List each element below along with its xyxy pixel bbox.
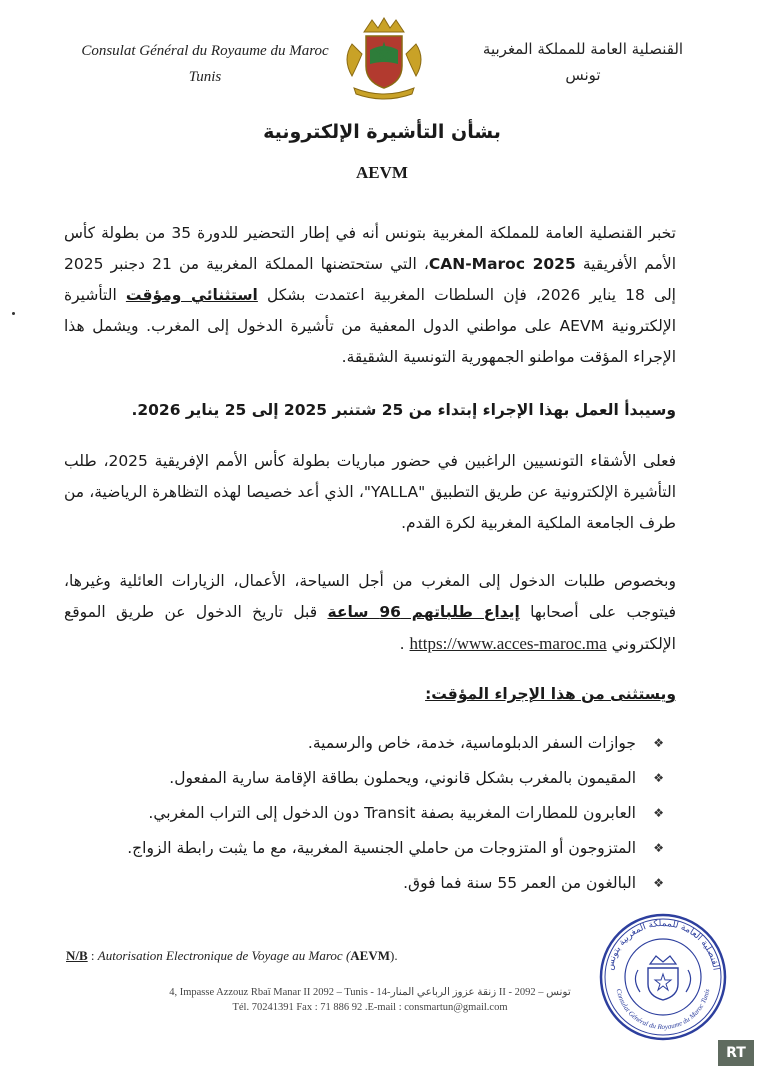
diamond-bullet-icon: ❖: [653, 841, 664, 855]
diamond-bullet-icon: ❖: [653, 771, 664, 785]
para4-text-b: قبل تاريخ الدخول عن طريق الموقع الإلكتروني: [64, 603, 676, 653]
document-title: بشأن التأشيرة الإلكترونية: [263, 121, 501, 143]
moroccan-coat-of-arms-icon: [334, 14, 434, 104]
paragraph-intro: [64, 218, 676, 373]
exception-transit: العابرون للمطارات المغربية بصفة Transit دون الدخول إلى التراب المغربي.: [148, 804, 636, 822]
para1-text-c: التأشيرة الإلكترونية AEVM على مواطني الدول المعفية من تأشيرة الدخول إلى المغرب. ويشمل هذا الإجراء المؤقت مواطنو الجمهورية التونسية الشقيقة.: [64, 286, 676, 366]
para4-text-a: وبخصوص طلبات الدخول إلى المغرب من أجل السياحة، الأعمال، الزيارات العائلية وغيرها، فيتوجب على أصحابها: [64, 572, 677, 621]
nb-label: N/B: [66, 948, 88, 963]
stamp-french-text: Consulat Général du Royaume du Maroc Tunis: [614, 988, 712, 1032]
can-maroc-label: CAN-Maroc 2025: [428, 255, 576, 273]
header-french: [70, 38, 340, 90]
stamp-arabic-text: القنصلية العامة للمملكة المغربية بتونس: [605, 918, 721, 972]
paragraph-yalla-app: فعلى الأشقاء التونسيين الراغبين في حضور مباريات بطولة كأس الأمم الإفريقية 2025، طلب التأشيرة الإلكترونية عن طريق التطبيق "YALLA"، الذي أعد خصيصا لهذه التظاهرة الرياضية، من طرف الجامعة الملكية المغربية لكرة القدم.: [64, 452, 677, 532]
list-item: [64, 761, 664, 796]
paragraph-other-visits: [64, 566, 676, 660]
footer-contact: Tél. 70241391 Fax : 71 886 92 .E-mail : consmartun@gmail.com: [232, 1002, 508, 1013]
header-ar-line2: تونس: [565, 66, 601, 84]
nb-acronym: AEVM: [350, 948, 390, 963]
list-item: [64, 866, 664, 901]
list-item: [64, 726, 664, 761]
para4-text-c: .: [399, 635, 410, 653]
exception-diplomatic: جوازات السفر الدبلوماسية، خدمة، خاص والرسمية.: [307, 734, 636, 752]
document-acronym: AEVM: [356, 163, 408, 182]
list-item: [64, 831, 664, 866]
exception-age-55: البالغون من العمر 55 سنة فما فوق.: [403, 874, 636, 892]
nota-bene: [66, 948, 506, 964]
exception-residents: المقيمون بالمغرب بشكل قانوني، ويحملون بطاقة الإقامة سارية المفعول.: [169, 769, 636, 787]
footer-address: 4, Impasse Azzouz Rbaï Manar II 2092 – Tunis - 14-زنقة عزوز الرباعي المنار II - 2092 – تونس: [169, 987, 571, 998]
diamond-bullet-icon: ❖: [653, 736, 664, 750]
rt-watermark-logo: RT: [718, 1040, 754, 1066]
deadline-emphasis: إيداع طلباتهم 96 ساعة: [327, 603, 520, 621]
exceptions-heading: ويستثنى من هذا الإجراء المؤقت:: [425, 685, 676, 703]
consulate-stamp-icon: [598, 912, 728, 1042]
scan-speck: [12, 312, 15, 315]
para1-text-b: ، التي ستحتضنها المملكة المغربية من 21 دجنبر 2025 إلى 18 يناير 2026، فإن السلطات المغربية اعتمدت بشكل: [64, 255, 676, 304]
acces-maroc-link[interactable]: https://www.acces-maroc.ma: [409, 634, 607, 653]
para1-text-a: تخبر القنصلية العامة للمملكة المغربية بتونس أنه في إطار التحضير للدورة 35 من بطولة كأس الأمم الأفريقية: [64, 224, 676, 273]
paragraph-effective-dates: وسيبدأ العمل بهذا الإجراء إبتداء من 25 شتنبر 2025 إلى 25 يناير 2026.: [131, 401, 676, 419]
diamond-bullet-icon: ❖: [653, 876, 664, 890]
nb-text: Autorisation Electronique de Voyage au Maroc (: [97, 948, 351, 963]
nb-end: ).: [390, 948, 398, 963]
exceptions-list: [64, 726, 664, 901]
header-ar-line1: القنصلية العامة للمملكة المغربية: [482, 40, 684, 58]
list-item: [64, 796, 664, 831]
exception-spouses: المتزوجون أو المتزوجات من حاملي الجنسية المغربية، مع ما يثبت رابطة الزواج.: [127, 839, 636, 857]
header-fr-line2: Tunis: [188, 69, 222, 85]
header-arabic: [468, 36, 698, 88]
diamond-bullet-icon: ❖: [653, 806, 664, 820]
nb-separator: :: [87, 948, 98, 963]
exceptional-temporary-emphasis: استثنائي ومؤقت: [125, 286, 258, 304]
header-fr-line1: Consulat Général du Royaume du Maroc: [81, 43, 329, 59]
